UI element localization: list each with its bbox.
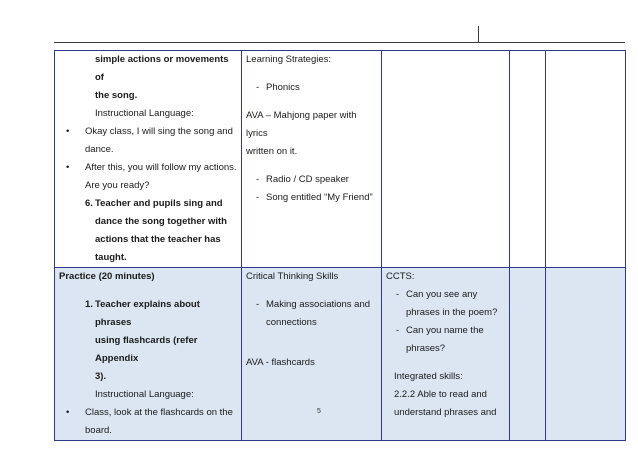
ccts-heading: CCTS: — [386, 271, 415, 282]
list-item: - Can you name the — [386, 322, 505, 340]
step-continuation-line: simple actions or movements of — [95, 54, 229, 83]
activity-cell — [55, 51, 242, 268]
bullet-item: • Okay class, I will sing the song and — [59, 123, 237, 141]
list-item: - Radio / CD speaker — [246, 171, 377, 189]
integrated-skills-label: Integrated skills: — [394, 371, 463, 382]
table-row-presentation — [55, 51, 626, 268]
bullet-item-continuation: board. — [85, 425, 112, 436]
bullet-item: • After this, you will follow my actions. — [59, 159, 237, 177]
strategies-cell — [242, 51, 382, 268]
list-item-continuation: phrases in the poem? — [406, 307, 498, 318]
header-divider-mark — [478, 26, 479, 43]
learning-strategies-heading: Learning Strategies: — [246, 54, 332, 65]
list-item: - Making associations and — [246, 296, 377, 314]
instructional-language-label: Instructional Language: — [95, 108, 194, 119]
list-item: - Phonics — [246, 79, 377, 97]
page-number: 5 — [317, 408, 321, 415]
ava-text: AVA – Mahjong paper with lyrics — [246, 110, 357, 139]
header-rule — [54, 42, 625, 43]
bullet-item: • Class, look at the flashcards on the — [59, 404, 237, 422]
instructional-language-label: Instructional Language: — [95, 389, 194, 400]
list-item: - Song entitled “My Friend” — [246, 189, 377, 207]
step-number: 6. — [85, 198, 93, 209]
numbered-step-continuation: 3). — [95, 371, 107, 382]
numbered-step-continuation: taught. — [95, 252, 127, 263]
skill-text: understand phrases and — [394, 407, 497, 418]
notes-cell — [382, 51, 510, 268]
remarks-cell — [546, 51, 626, 268]
numbered-step-continuation: actions that the teacher has — [95, 234, 221, 245]
numbered-step-continuation: using flashcards (refer Appendix — [95, 335, 198, 364]
lesson-plan-table — [54, 50, 626, 441]
numbered-step — [59, 195, 237, 213]
step-continuation-line: the song. — [95, 90, 138, 101]
ava-text: written on it. — [246, 146, 298, 157]
bullet-item-continuation: dance. — [85, 144, 114, 155]
list-item-continuation: connections — [266, 317, 317, 328]
critical-thinking-heading: Critical Thinking Skills — [246, 271, 339, 282]
step-number: 1. — [85, 299, 93, 310]
numbered-step-continuation: dance the song together with — [95, 216, 227, 227]
step-text: Teacher and pupils sing and — [95, 198, 223, 209]
list-item: - Can you see any — [386, 286, 505, 304]
ava-text: AVA - flashcards — [246, 357, 315, 368]
empty-cell — [510, 51, 546, 268]
list-item-continuation: phrases? — [406, 343, 446, 354]
stage-heading: Practice (20 minutes) — [59, 271, 155, 282]
skill-text: 2.2.2 Able to read and — [394, 389, 487, 400]
bullet-item-continuation: Are you ready? — [85, 180, 150, 191]
numbered-step — [59, 296, 237, 332]
step-text: Teacher explains about phrases — [95, 299, 200, 328]
